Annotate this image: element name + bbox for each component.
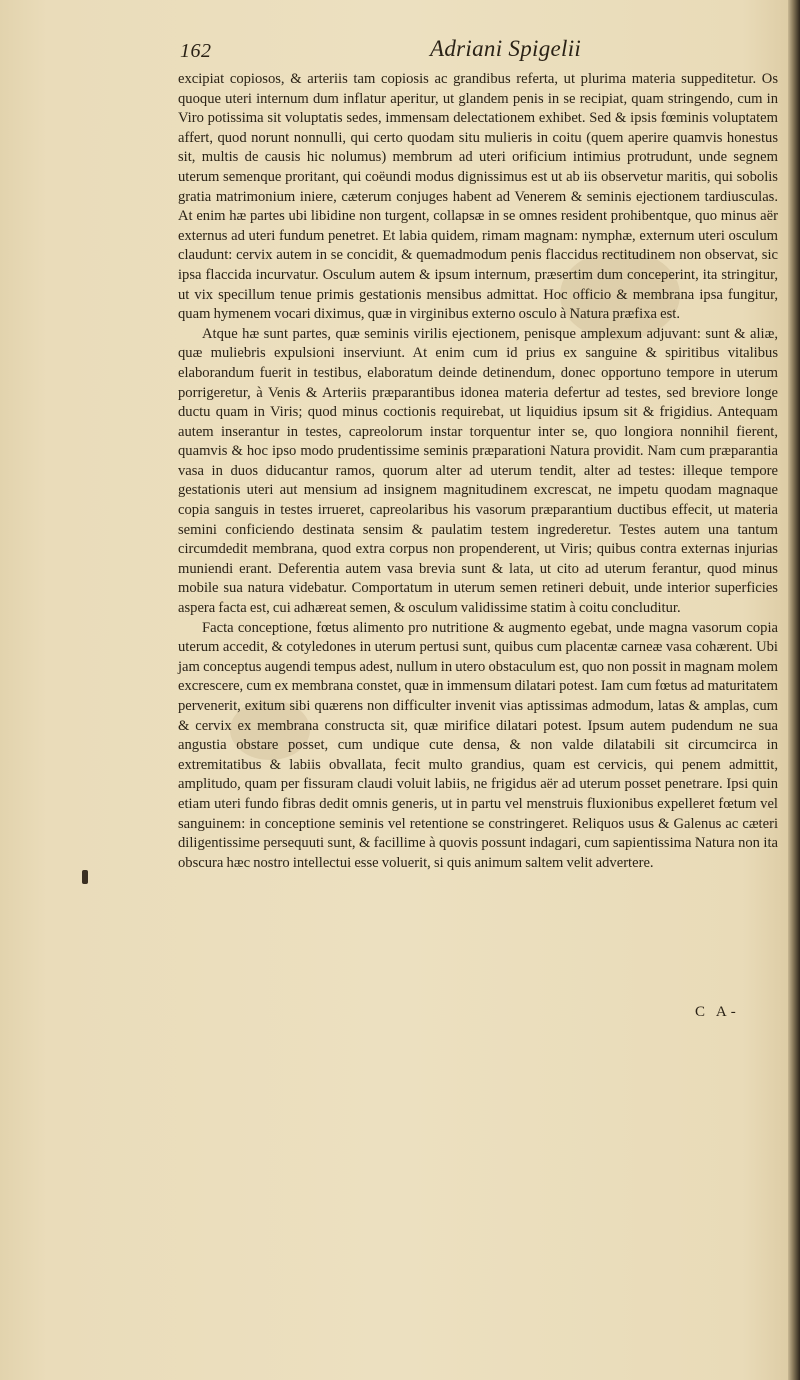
paragraph: Atque hæ sunt partes, quæ seminis virilis ejectionem, penisque amplexum adjuvant: sunt & aliæ, quæ muliebris expulsioni inserviunt. At enim cum id prius ex sanguine & spiritibus vitalibus elaborandum fuerit in testibus, elaboratum deinde detinendum, donec opportuno tempore in uterum porrigeretur, à Venis & Arteriis præparantibus idonea materia defertur ad testes, sed breviore longe ductu quam in Viris; quod minus coctionis requirebat, ut liquidius ipsum sit & frigidius. Antequam autem inserantur in testes, capreolorum instar torquentur inter se, quo longiora nonnihil fierent, quamvis & hoc ipso modo prudentissime seminis præparationi Natura providit. Nam cum præparantia vasa in duos diducantur ramos, quorum alter ad uterum tendit, alter ad testes: illeque tempore gestationis uteri aut mensium ad insignem magnitudinem excrescat, ne impetu quodam magnaque copia sanguis in testes irrueret, capreolaribus his vasorum præparantium ductibus effecit, ut materia semini conficiendo destinata sensim & paulatim testem ingrederetur. Testes autem una tantum circumdedit membrana, quod extra corpus non propenderent, ut Viris; quibus contra externas injurias muniendi erant. Deferentia autem vasa brevia sunt & lata, ut cito ad uterum ferantur, quod minus mobile sua natura videbatur. Comportatum in uterum semen retineri debuit, unde interior superficies aspera facta est, cui adhæreat semen, & osculum validissime statim à coitu concluditur.	[178, 325, 778, 617]
ink-blot	[82, 870, 88, 884]
catchword: C A-	[695, 1004, 740, 1020]
page-number: 162	[180, 40, 212, 62]
body-text	[178, 70, 778, 873]
paragraph: Facta conceptione, fœtus alimento pro nutritione & augmento egebat, unde magna vasorum copia uterum accedit, & cotyledones in uterum pertusi sunt, quibus cum placentæ carneæ vasa cohærent. Ubi jam conceptus augendi tempus adest, nullum in utero obstaculum est, quo non possit in magnam molem excrescere, cum ex membrana constet, quæ in immensum dilatari potest. Iam cum fœtus ad maturitatem pervenerit, exitum sibi quærens non difficulter invenit vias aptissimas admodum, latas & amplas, cum & cervix ex membrana constructa sit, quæ mirifice dilatari potest. Ipsum autem pudendum ne sua angustia obstare posset, cum undique cute densa, & non valde dilatabili sit circumcirca in extremitatibus & labiis obvallata, fecit multo grandius, quam est cervicis, qui penem admittit, amplitudo, quam per fissuram claudi voluit labiis, ne frigidus aër ad uterum posset penetrare. Ipsi quin etiam uteri fundo fibras dedit omnis generis, ut in partu vel menstruis fluxionibus expelleret fœtum vel sanguinem: in conceptione seminis vel retentione se constringeret. Reliquos usus & Galenus ac cæteri diligentissime persequuti sunt, & facillime à quovis possunt indagari, cum sapientissima Natura non ita obscura hæc nostro intellectui esse voluerit, si quis animum saltem velit advertere.	[178, 619, 778, 871]
page-header	[180, 36, 780, 66]
page-edge-shadow	[788, 0, 800, 1380]
running-title: Adriani Spigelii	[430, 36, 582, 61]
paragraph: excipiat copiosos, & arteriis tam copiosis ac grandibus referta, ut plurima materia suppeditetur. Os quoque uteri internum dum inflatur aperitur, ut glandem penis in se recipiat, quam stringendo, cum in Viro potissima sit voluptatis sedes, immensam delectationem exhibet. Sed & ipsis fœminis voluptatem affert, quod norunt nonnulli, qui certo quodam situ mulieris in coitu (quem aperire quamvis honestus sit, multis de causis hic nolumus) membrum ad uteri orificium intimius protrudunt, unde segnem uterum semenque proritant, qui coëundi modus dignissimus est ut ab iis observetur maritis, qui sobolis gratia matrimonium iniere, cæterum conjuges habent ad Venerem & seminis ejectionem tardiusculas. At enim hæ partes ubi libidine non turgent, collapsæ in se omnes resident prohibentque, quo minus aër externus ad uteri fundum penetret. Et labia quidem, rimam magnam: nymphæ, externum uteri osculum claudunt: cervix autem in se concidit, & quemadmodum penis flaccidus rectitudinem non observat, sic ipsa flaccida incurvatur. Osculum autem & ipsum internum, præsertim dum conceperint, ita stringitur, ut vix specillum tenue primis gestationis mensibus admittat. Hoc officio & membrana ipsa fungitur, quam hymenem vocari diximus, quæ in virginibus externo osculo à Natura præfixa est.	[178, 71, 778, 323]
